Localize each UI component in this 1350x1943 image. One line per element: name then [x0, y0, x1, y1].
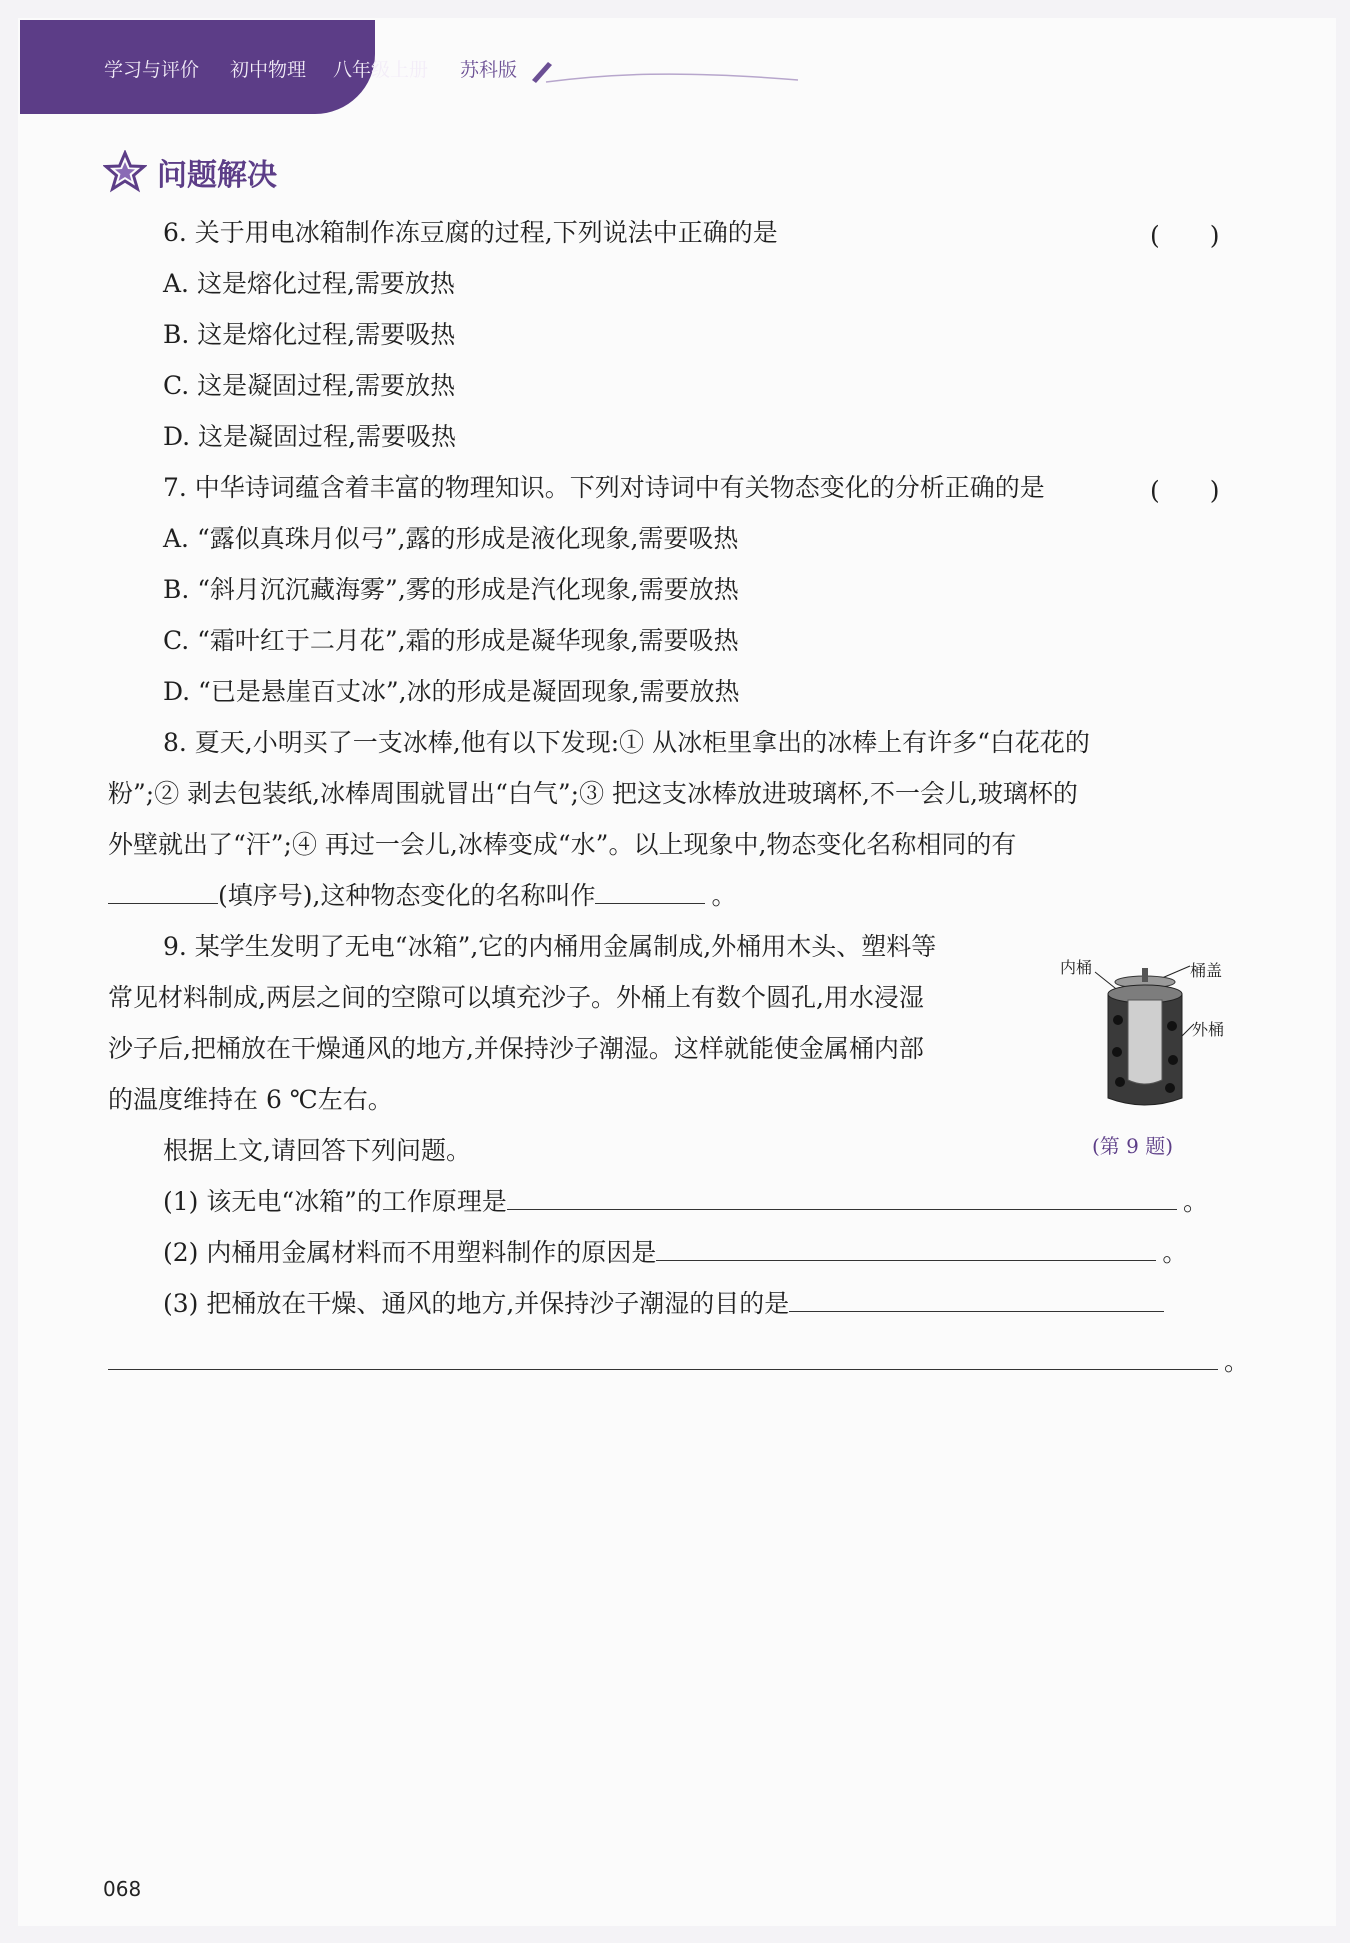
q8-line-2: 粉”;② 剥去包装纸,冰棒周围就冒出“白气”;③ 把这支冰棒放进玻璃杯,不一会儿,玻璃杯的	[108, 779, 1078, 808]
header-grade: 八年级上册	[333, 59, 429, 81]
q7-option-b: B. “斜月沉沉藏海雾”,雾的形成是汽化现象,需要放热	[163, 575, 739, 604]
q6-answer-paren: ( )	[1150, 221, 1220, 250]
section-title: 问题解决	[157, 158, 277, 193]
q9-line-3: 沙子后,把桶放在干燥通风的地方,并保持沙子潮湿。这样就能使金属桶内部	[108, 1034, 924, 1063]
bucket-figure	[1090, 960, 1200, 1115]
page-number: 068	[103, 1877, 142, 1901]
q9-sub-3-continuation	[108, 1345, 1249, 1379]
q8-line-4-text: (填序号),这种物态变化的名称叫作	[218, 881, 596, 910]
q9-sub-1	[163, 1185, 1208, 1219]
q7-answer-paren: ( )	[1150, 476, 1220, 505]
q7-stem: 7. 中华诗词蕴含着丰富的物理知识。下列对诗词中有关物态变化的分析正确的是	[163, 473, 1045, 502]
q9-sub-3-blank[interactable]	[789, 1287, 1164, 1312]
q9-sub-3-end: 。	[1224, 1347, 1250, 1376]
q8-line-1: 8. 夏天,小明买了一支冰棒,他有以下发现:① 从冰柜里拿出的冰棒上有许多“白花花的	[163, 728, 1090, 757]
q7-option-c: C. “霜叶红于二月花”,霜的形成是凝华现象,需要吸热	[163, 626, 739, 655]
q9-sub-1-blank[interactable]	[507, 1185, 1177, 1210]
header-subject: 初中物理	[230, 59, 307, 81]
figure-caption: (第 9 题)	[1092, 1134, 1174, 1158]
q9-sub-2	[163, 1236, 1187, 1270]
q8-line-3: 外壁就出了“汗”;④ 再过一会儿,冰棒变成“水”。以上现象中,物态变化名称相同的有	[108, 830, 1017, 859]
q9-sub-3	[163, 1287, 1164, 1321]
q9-sub-2-text: (2) 内桶用金属材料而不用塑料制作的原因是	[163, 1238, 657, 1267]
pen-icon	[528, 56, 808, 86]
figure-label-outer-bucket: 外桶	[1192, 1020, 1225, 1039]
q6-option-a: A. 这是熔化过程,需要放热	[163, 269, 455, 298]
q8-line-4-end: 。	[711, 881, 737, 910]
q9-sub-3-text: (3) 把桶放在干燥、通风的地方,并保持沙子潮湿的目的是	[163, 1289, 790, 1318]
q9-line-1: 9. 某学生发明了无电“冰箱”,它的内桶用金属制成,外桶用木头、塑料等	[163, 932, 937, 961]
q9-prompt: 根据上文,请回答下列问题。	[163, 1136, 471, 1165]
q6-option-c: C. 这是凝固过程,需要放热	[163, 371, 456, 400]
q6-option-b: B. 这是熔化过程,需要吸热	[163, 320, 456, 349]
figure-label-lid: 桶盖	[1190, 961, 1223, 980]
q9-sub-1-text: (1) 该无电“冰箱”的工作原理是	[163, 1187, 507, 1216]
q9-sub-2-blank[interactable]	[656, 1236, 1156, 1261]
q6-stem: 6. 关于用电冰箱制作冻豆腐的过程,下列说法中正确的是	[163, 218, 778, 247]
figure-label-inner-bucket: 内桶	[1060, 958, 1093, 977]
q6-option-d: D. 这是凝固过程,需要吸热	[163, 422, 456, 451]
q8-blank-name[interactable]	[595, 879, 705, 904]
q8-blank-numbers[interactable]	[108, 879, 218, 904]
q9-sub-1-end: 。	[1182, 1187, 1208, 1216]
q9-sub-2-end: 。	[1162, 1238, 1188, 1267]
q9-line-2: 常见材料制成,两层之间的空隙可以填充沙子。外桶上有数个圆孔,用水浸湿	[108, 983, 924, 1012]
q8-line-4	[108, 879, 736, 913]
header-series: 学习与评价	[104, 59, 200, 81]
header-edition: 苏科版	[460, 59, 518, 81]
q7-option-a: A. “露似真珠月似弓”,露的形成是液化现象,需要吸热	[163, 524, 739, 553]
star-icon	[103, 150, 147, 194]
q9-sub-3-blank-2[interactable]	[108, 1345, 1218, 1370]
q9-line-4: 的温度维持在 6 ℃左右。	[108, 1085, 393, 1114]
q7-option-d: D. “已是悬崖百丈冰”,冰的形成是凝固现象,需要放热	[163, 677, 740, 706]
